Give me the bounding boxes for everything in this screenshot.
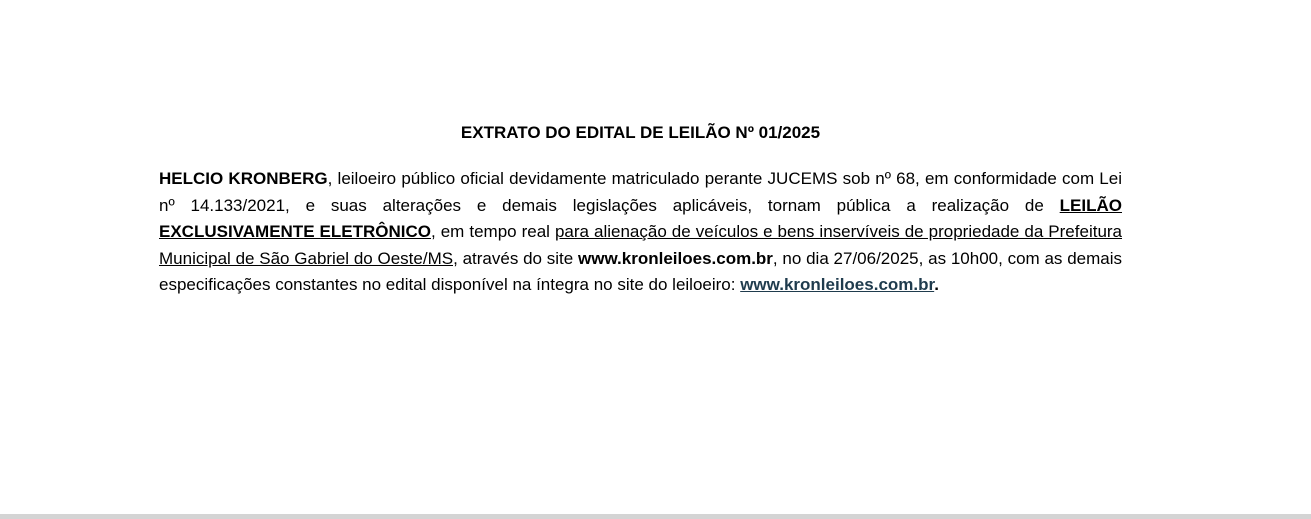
site-link[interactable]: www.kronleiloes.com.br [740,275,935,295]
paragraph-text-1: , leiloeiro público oficial devidamente matriculado perante JUCEMS sob nº 68, em conformidade com Lei nº 14.133/2021, e suas alterações e demais legislações aplicáveis, tornam pública a realização de [159,169,1122,215]
auctioneer-name: HELCIO KRONBERG [159,169,328,188]
document-title: EXTRATO DO EDITAL DE LEILÃO Nº 01/2025 [460,123,821,142]
edital-paragraph [159,166,1122,299]
auction-type: LEILÃO EXCLUSIVAMENTE ELETRÔNICO [159,195,1122,242]
paragraph-text-3: através do site [457,248,578,268]
paragraph-text-4: , no dia 27/06/2025, as 10h00, com as demais especificações constantes no edital disponível na íntegra no site do leiloeiro: [159,248,1122,295]
auction-purpose: para alienação de veículos e bens inservíveis de propriedade da Prefeitura Municipal de São Gabriel do Oeste/MS, [159,222,1123,268]
paragraph-text-2: , em tempo real [431,222,555,242]
site-address: www.kronleiloes.com.br [578,248,773,268]
paragraph-end: . [934,275,939,295]
bottom-border [0,514,1311,519]
